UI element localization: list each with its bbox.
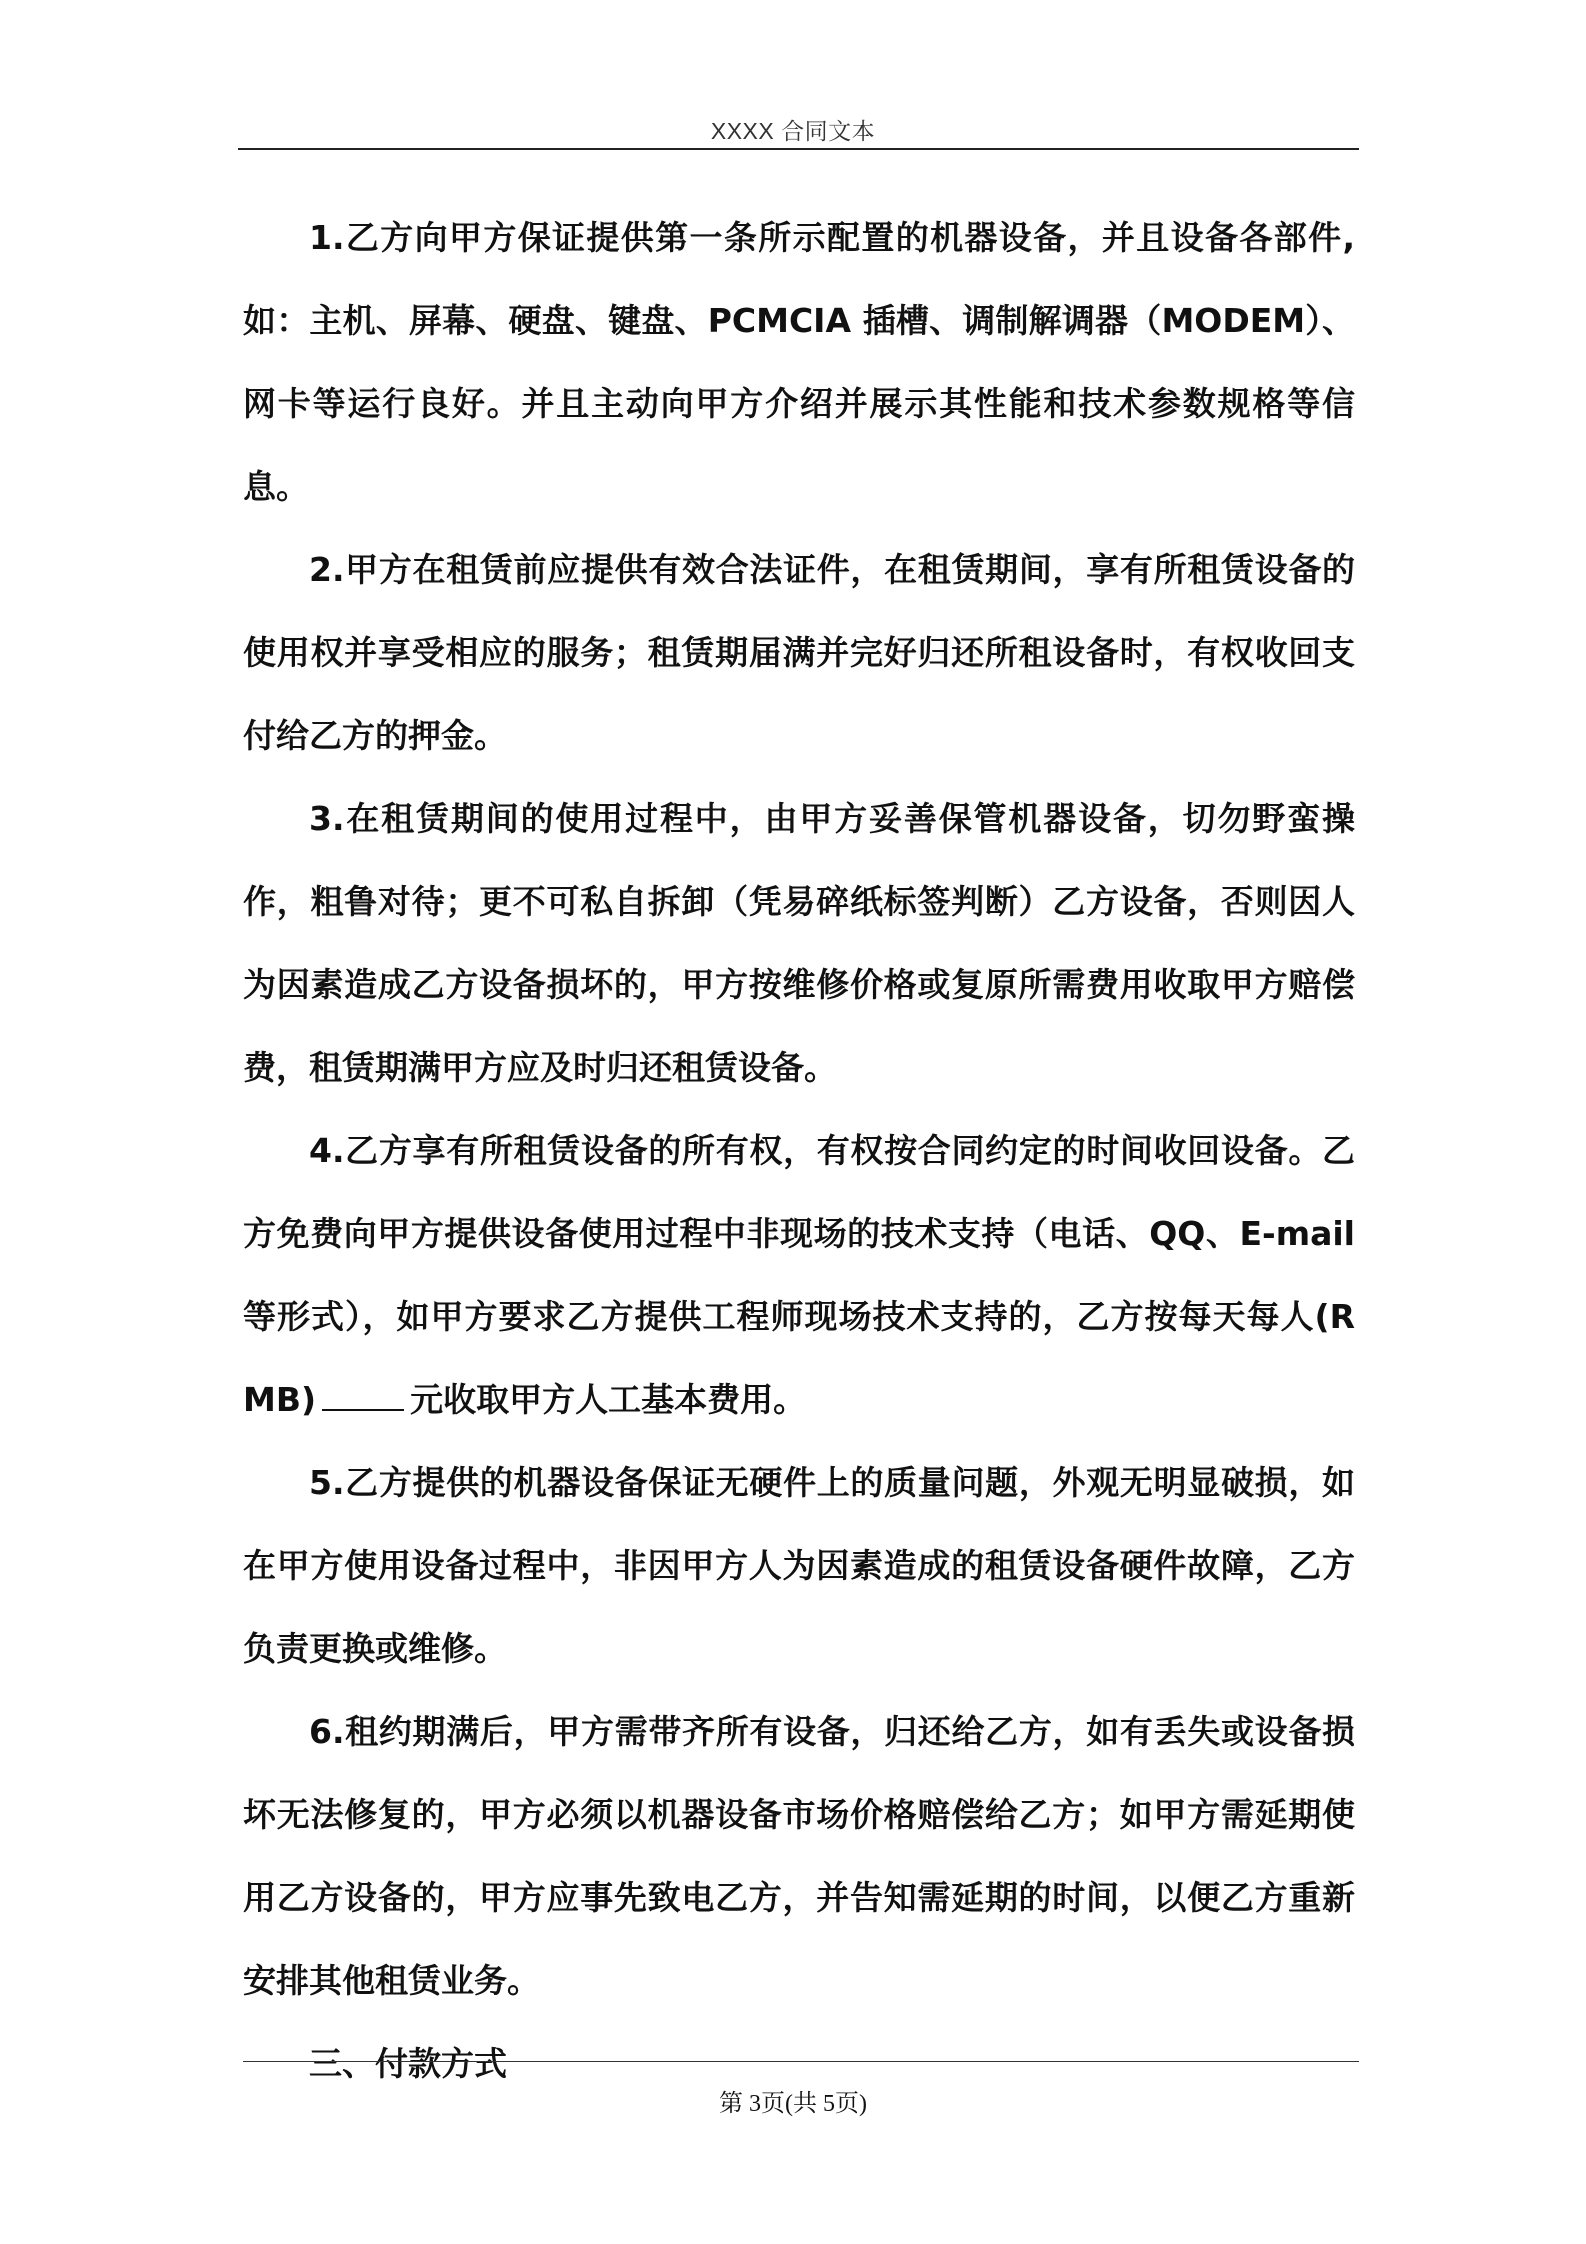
fee-blank-field[interactable] xyxy=(322,1379,404,1411)
clause-4-text-start: 4.乙方享有所租赁设备的所有权，有权按合同约定的时间收回设备。乙方免费向甲方提供设备使用过程中非现场的技术支持（电话、QQ、E-mail 等形式），如甲方要求乙方提供工程师现场技术支持的，乙方按每天每人(RMB) xyxy=(243,1131,1355,1419)
clause-6: 6.租约期满后，甲方需带齐所有设备，归还给乙方，如有丢失或设备损坏无法修复的，甲方必须以机器设备市场价格赔偿给乙方；如甲方需延期使用乙方设备的，甲方应事先致电乙方，并告知需延期的时间，以便乙方重新安排其他租赁业务。 xyxy=(243,1712,1355,2000)
clause-5: 5.乙方提供的机器设备保证无硬件上的质量问题，外观无明显破损，如在甲方使用设备过程中，非因甲方人为因素造成的租赁设备硬件故障，乙方负责更换或维修。 xyxy=(243,1463,1355,1668)
footer-divider xyxy=(243,2061,1359,2062)
page-number: 第 3页(共 5页) xyxy=(719,2091,867,2117)
clause-4-text-end: 元收取甲方人工基本费用。 xyxy=(410,1380,807,1419)
clause-2: 2.甲方在租赁前应提供有效合法证件，在租赁期间，享有所租赁设备的使用权并享受相应的服务；租赁期届满并完好归还所租设备时，有权收回支付给乙方的押金。 xyxy=(243,550,1355,755)
clause-1: 1.乙方向甲方保证提供第一条所示配置的机器设备，并且设备各部件,如：主机、屏幕、硬盘、键盘、PCMCIA 插槽、调制解调器（MODEM）、网卡等运行良好。并且主动向甲方介绍并展示其性能和技术参数规格等信息。 xyxy=(243,218,1355,506)
page-header-title: XXXX 合同文本 xyxy=(710,118,876,144)
document-body xyxy=(243,196,1355,2105)
header-divider xyxy=(238,148,1359,150)
clause-4 xyxy=(243,1109,1355,1441)
section-heading-payment: 三、付款方式 xyxy=(309,2044,507,2083)
clause-3: 3.在租赁期间的使用过程中，由甲方妥善保管机器设备，切勿野蛮操作，粗鲁对待；更不可私自拆卸（凭易碎纸标签判断）乙方设备，否则因人为因素造成乙方设备损坏的，甲方按维修价格或复原所需费用收取甲方赔偿费，租赁期满甲方应及时归还租赁设备。 xyxy=(243,799,1355,1087)
